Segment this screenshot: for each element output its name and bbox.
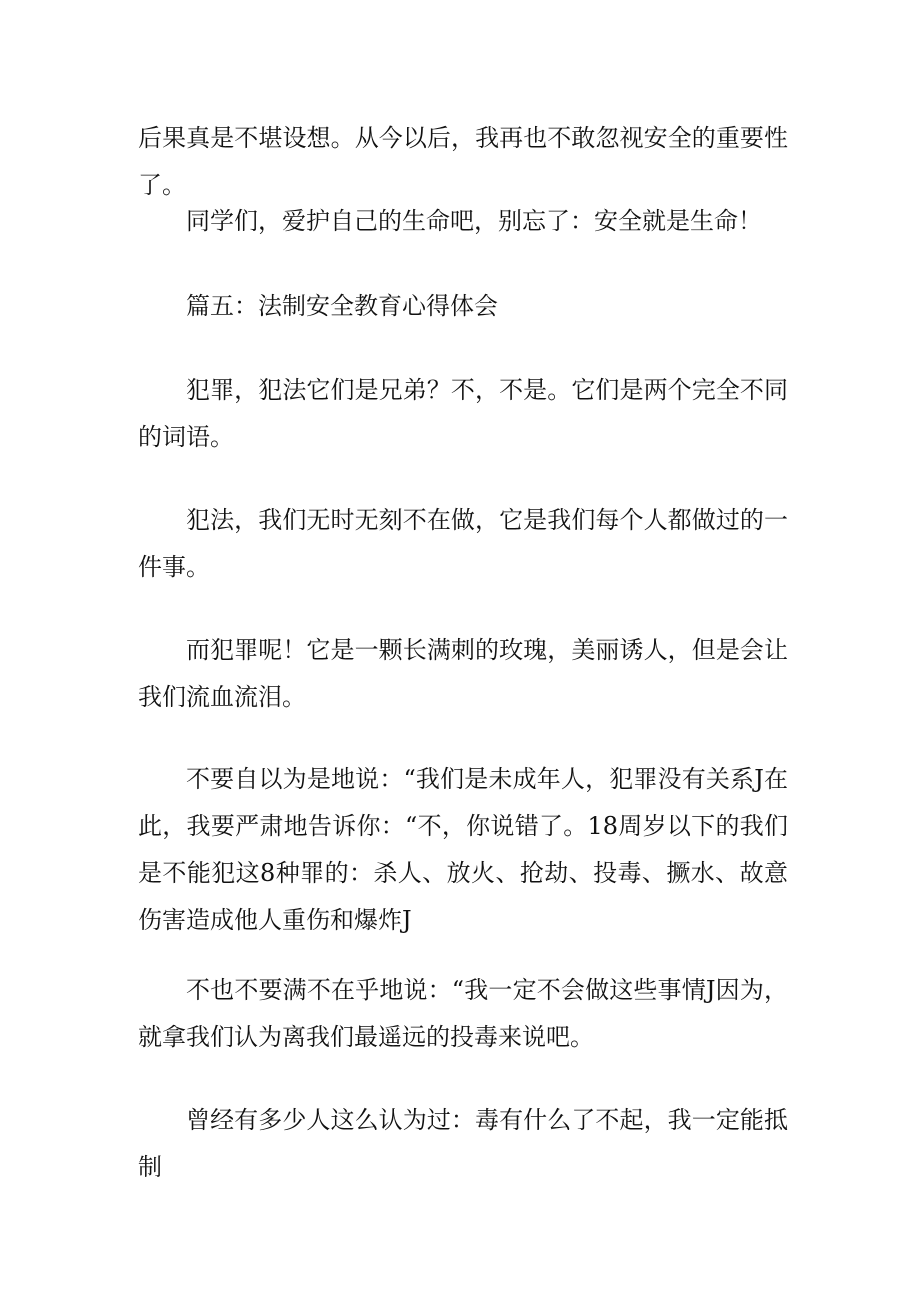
paragraph-2: 同学们，爱护自己的生命吧，别忘了：安全就是生命！ xyxy=(186,207,762,235)
paragraph-7: 不也不要满不在乎地说：“我一定不会做这些事情J因为，就拿我们认为离我们最遥远的投毒来说吧。 xyxy=(138,976,788,1051)
paragraph-6: 不要自以为是地说：“我们是未成年人，犯罪没有关系J在此，我要严肃地告诉你：“不，你说错了。18周岁以下的我们是不能犯这8种罪的：杀人、放火、抢劫、投毒、撅水、故意伤害造成他人重伤和爆炸J xyxy=(138,765,788,934)
section-heading: 篇五：法制安全教育心得体会 xyxy=(186,292,498,320)
paragraph-1: 后果真是不堪设想。从今以后，我再也不敢忽视安全的重要性了。 xyxy=(138,124,788,199)
paragraph-5: 而犯罪呢！它是一颗长满刺的玫瑰，美丽诱人，但是会让我们流血流泪。 xyxy=(138,636,788,711)
paragraph-3: 犯罪，犯法它们是兄弟？不，不是。它们是两个完全不同的词语。 xyxy=(138,376,788,451)
paragraph-8: 曾经有多少人这么认为过：毒有什么了不起，我一定能抵制 xyxy=(138,1106,788,1181)
paragraph-4: 犯法，我们无时无刻不在做，它是我们每个人都做过的一件事。 xyxy=(138,506,788,581)
